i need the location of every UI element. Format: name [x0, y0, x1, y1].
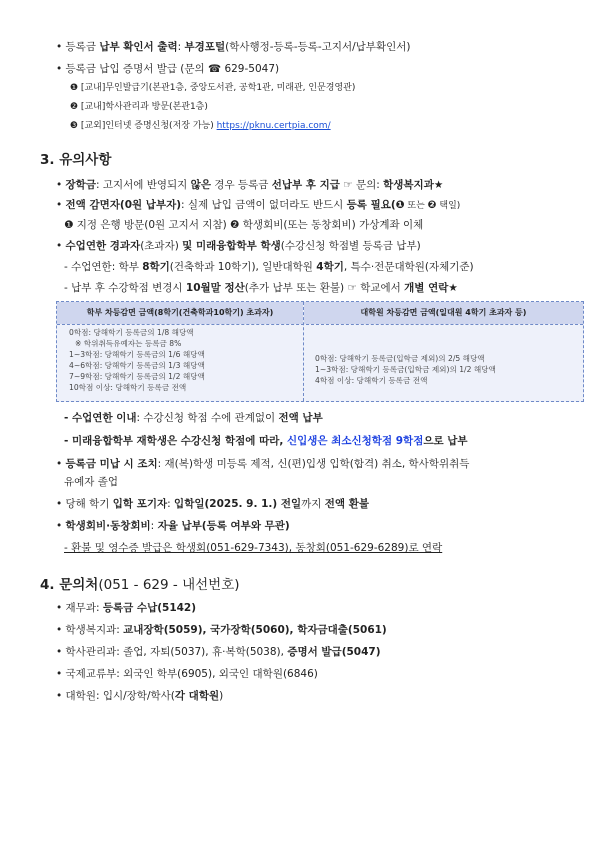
method-3: ❸ [교외]인터넷 증명신청(저장 가능) https://pknu.certpia.com/ — [70, 121, 331, 131]
table-row: 1~3학점: 당해학기 등록금(입학금 제외)의 1/2 해당액 — [315, 365, 496, 374]
contact-welfare: • 학생복지과: 교내장학(5059), 국가장학(5060), 학자금대출(5061) — [56, 624, 387, 636]
refund-contact: - 환불 및 영수증 발급은 학생회(051-629-7343), 동창회(051-629-6289)로 연락 — [64, 542, 443, 554]
unpaid-action-cont: 유예자 졸업 — [64, 476, 119, 488]
contact-international: • 국제교류부: 외국인 학부(6905), 외국인 대학원(6846) — [56, 668, 318, 680]
settlement-note: - 납부 후 수강학점 변경시 10월말 정산(추가 납부 또는 환불) ☞ 학교에서 개별 연락★ — [64, 282, 458, 294]
within-term-note: - 수업연한 이내: 수강신청 학점 수에 관계없이 전액 납부 — [64, 412, 323, 424]
table-row: 4학점 이상: 당해학기 등록금 전액 — [315, 376, 428, 385]
term-limit: - 수업연한: 학부 8학기(건축학과 10학기), 일반대학원 4학기, 특수·전문대학원(자체기준) — [64, 261, 474, 273]
table-row: 7~9학점: 당해학기 등록금의 1/2 해당액 — [69, 372, 205, 381]
section-3-title: 3. 유의사항 — [40, 152, 112, 168]
table-header-grad: 대학원 차등감면 금액(일대원 4학기 초과자 등) — [304, 302, 583, 324]
table-row: 4~6학점: 당해학기 등록금의 1/3 해당액 — [69, 361, 205, 370]
pay-confirmation-line: • 등록금 납부 확인서 출력: 부경포털(학사행정-등록-등록-고지서/납부확인서) — [56, 41, 411, 53]
contact-academic: • 학사관리과: 졸업, 자퇴(5037), 휴·복학(5038), 증명서 발급(5047) — [56, 646, 381, 658]
reduction-table — [56, 301, 584, 402]
method-1: ❶ [교내]무인발급기(본관1층, 중앙도서관, 공학1관, 미래관, 인문경영관) — [70, 83, 356, 93]
unpaid-action: • 등록금 미납 시 조치: 재(복)학생 미등록 제적, 신(편)입생 입학(합격) 취소, 학사학위취득 — [56, 458, 470, 470]
table-row: 0학점: 당해학기 등록금(입학금 제외)의 2/5 해당액 — [315, 354, 485, 363]
table-row: 10학점 이상: 당해학기 등록금 전액 — [69, 383, 187, 392]
table-header-undergrad: 학부 차등감면 금액(8학기(건축학과10학기) 초과자) — [57, 302, 303, 324]
future-convergence-note: - 미래융합학부 재학생은 수강신청 학점에 따라, 신입생은 최소신청학점 9학점으로 납부 — [64, 435, 468, 447]
withdrawal-refund: • 당해 학기 입학 포기자: 입학일(2025. 9. 1.) 전일까지 전액 환불 — [56, 498, 369, 510]
table-row: 1~3학점: 당해학기 등록금의 1/6 해당액 — [69, 350, 205, 359]
method-2: ❷ [교내]학사관리과 방문(본관1층) — [70, 102, 208, 112]
table-row: ※ 학위취득유예자는 등록금 8% — [75, 339, 182, 348]
certpia-link[interactable]: https://pknu.certpia.com/ — [216, 121, 331, 131]
table-row: 0학점: 당해학기 등록금의 1/8 해당액 — [69, 328, 194, 337]
certificate-line: • 등록금 납입 증명서 발급 (문의 ☎ 629-5047) — [56, 63, 280, 75]
notice-full-exemption: • 전액 감면자(0원 납부자): 실제 납입 금액이 없더라도 반드시 등록 필요(❶ 또는 ❷ 택일) — [56, 199, 461, 211]
contact-graduate: • 대학원: 입시/장학/학사(각 대학원) — [56, 690, 224, 702]
exemption-options: ❶ 지정 은행 방문(0원 고지서 지참) ❷ 학생회비(또는 동창회비) 가상계좌 이체 — [64, 219, 424, 231]
notice-exceeded: • 수업연한 경과자(초과자) 및 미래융합학부 학생(수강신청 학점별 등록금 납부) — [56, 240, 421, 252]
contact-finance: • 재무과: 등록금 수납(5142) — [56, 602, 197, 614]
fees-note: • 학생회비·동창회비: 자율 납부(등록 여부와 무관) — [56, 520, 290, 532]
notice-scholarship: • 장학금: 고지서에 반영되지 않은 경우 등록금 선납부 후 지급 ☞ 문의: 학생복지과★ — [56, 179, 444, 191]
section-4-title: 4. 문의처(051 - 629 - 내선번호) — [40, 577, 240, 593]
